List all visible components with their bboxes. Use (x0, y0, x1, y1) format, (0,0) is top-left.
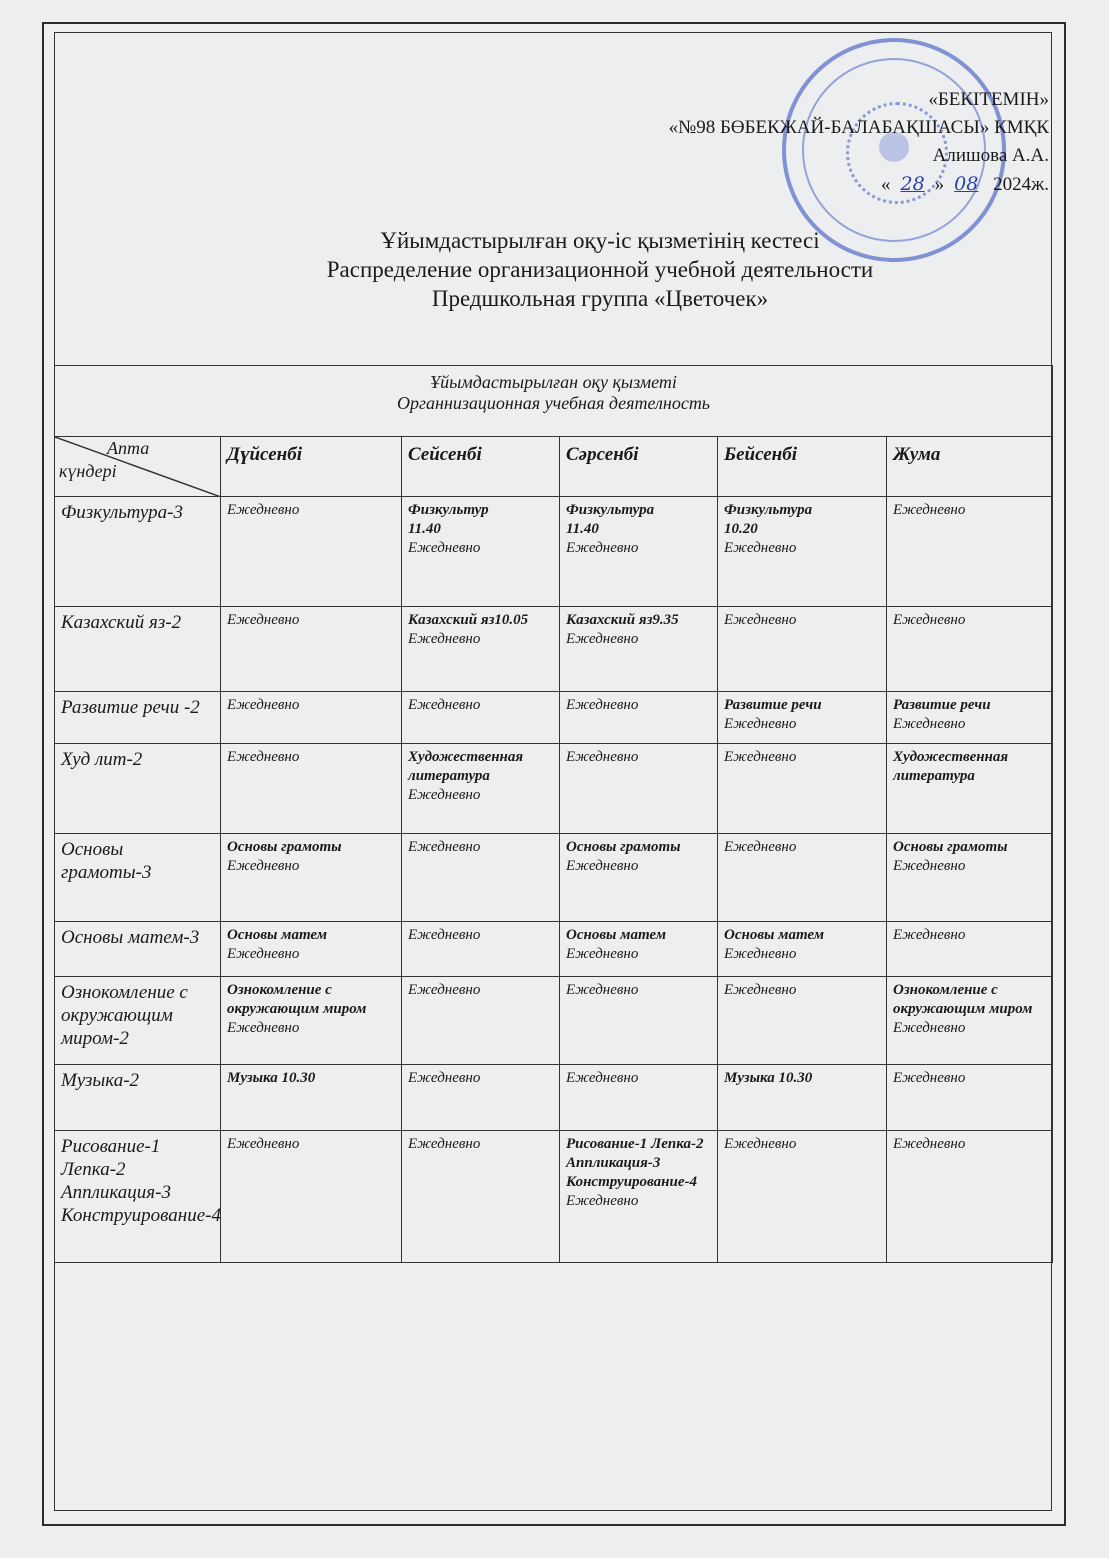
schedule-cell (887, 744, 1053, 834)
cell-activity: Ознокомление с окружающим миром (227, 982, 367, 1017)
cell-activity: Казахский яз10.05 (408, 612, 529, 628)
cell-frequency: Ежедневно (227, 749, 300, 765)
cell-time: 11.40 (408, 521, 441, 537)
cell-frequency: Ежедневно (227, 946, 300, 962)
schedule-table (54, 365, 1053, 1263)
cell-time: 11.40 (566, 521, 599, 537)
cell-frequency: Ежедневно (566, 946, 639, 962)
schedule-cell (560, 1065, 718, 1131)
cell-frequency: Ежедневно (724, 540, 797, 556)
cell-frequency: Ежедневно (408, 927, 481, 943)
schedule-cell (718, 922, 887, 977)
title-kz: Ұйымдастырылған оқу-іс қызметінің кестесі (380, 228, 820, 253)
schedule-cell (402, 607, 560, 692)
date-month: 08 (954, 173, 979, 195)
cell-frequency: Ежедневно (408, 787, 481, 803)
cell-frequency: Ежедневно (893, 1020, 966, 1036)
cell-frequency: Ежедневно (227, 612, 300, 628)
schedule-cell (402, 744, 560, 834)
cell-frequency: Ежедневно (227, 502, 300, 518)
schedule-cell (221, 1131, 402, 1263)
cell-activity: Основы матем (566, 927, 666, 943)
schedule-cell (718, 977, 887, 1065)
schedule-cell (560, 922, 718, 977)
caption-kz: Ұйымдастырылған оқу қызметі (430, 372, 677, 392)
subject-cell: Развитие речи -2 (55, 692, 221, 744)
schedule-cell (718, 834, 887, 922)
cell-frequency: Ежедневно (724, 946, 797, 962)
date-day: 28 (900, 173, 925, 195)
cell-frequency: Ежедневно (227, 1136, 300, 1152)
cell-frequency: Ежедневно (724, 839, 797, 855)
table-row (55, 607, 1053, 692)
schedule-cell (887, 1131, 1053, 1263)
cell-activity: Художественная литература (893, 749, 1009, 784)
cell-frequency: Ежедневно (566, 858, 639, 874)
cell-activity: Ознокомление с окружающим миром (893, 982, 1033, 1017)
cell-frequency: Ежедневно (566, 540, 639, 556)
schedule-cell (221, 922, 402, 977)
table-row (55, 692, 1053, 744)
cell-activity: Основы матем (227, 927, 327, 943)
day-header-thu: Бейсенбі (718, 437, 887, 497)
schedule-cell (221, 607, 402, 692)
cell-frequency: Ежедневно (227, 697, 300, 713)
subject-cell: Худ лит-2 (55, 744, 221, 834)
cell-activity: Музыка 10.30 (724, 1070, 813, 1086)
cell-activity: Развитие речи (893, 697, 991, 713)
schedule-cell (887, 1065, 1053, 1131)
cell-frequency: Ежедневно (566, 1070, 639, 1086)
cell-activity: Музыка 10.30 (227, 1070, 316, 1086)
schedule-cell (718, 1131, 887, 1263)
schedule-cell (221, 692, 402, 744)
cell-frequency: Ежедневно (724, 1136, 797, 1152)
cell-frequency: Ежедневно (408, 982, 481, 998)
schedule-cell (718, 607, 887, 692)
approval-block (529, 86, 1049, 199)
schedule-cell (221, 977, 402, 1065)
day-header-fri: Жума (887, 437, 1053, 497)
cell-activity: Рисование-1 Лепка-2 Аппликация-3 Конструирование-4 (566, 1136, 704, 1190)
subject-cell: Казахский яз-2 (55, 607, 221, 692)
cell-activity: Основы грамоты (227, 839, 342, 855)
schedule-cell (560, 744, 718, 834)
cell-activity: Основы грамоты (566, 839, 681, 855)
schedule-cell (887, 834, 1053, 922)
schedule-cell (887, 607, 1053, 692)
schedule-cell (560, 497, 718, 607)
title-group: Предшкольная группа «Цветочек» (431, 286, 769, 311)
title-ru: Распределение организационной учебной деятельности (326, 257, 874, 282)
cell-frequency: Ежедневно (566, 982, 639, 998)
cell-frequency: Ежедневно (227, 858, 300, 874)
date-open-quote: « (880, 174, 891, 195)
cell-frequency: Ежедневно (566, 697, 639, 713)
caption-ru: Органнизационная учебная деятелность (397, 393, 711, 413)
cell-activity: Основы грамоты (893, 839, 1008, 855)
date-close-quote: » (934, 174, 945, 195)
schedule-cell (887, 922, 1053, 977)
schedule-cell (221, 744, 402, 834)
table-row (55, 977, 1053, 1065)
cell-frequency: Ежедневно (893, 716, 966, 732)
cell-frequency: Ежедневно (893, 1136, 966, 1152)
approval-director: Алишова А.А. (932, 145, 1049, 166)
cell-frequency: Ежедневно (893, 502, 966, 518)
date-year: 2024ж. (993, 174, 1049, 195)
approval-title: «БЕКІТЕМІН» (928, 89, 1049, 110)
cell-frequency: Ежедневно (408, 631, 481, 647)
cell-activity: Физкультур (408, 502, 489, 518)
schedule-cell (887, 497, 1053, 607)
document-titles (160, 226, 1040, 313)
corner-bottom-label: күндері (59, 461, 117, 481)
cell-activity: Физкультура (566, 502, 655, 518)
day-header-wed: Сәрсенбі (560, 437, 718, 497)
cell-frequency: Ежедневно (893, 858, 966, 874)
schedule-cell (560, 692, 718, 744)
schedule-cell (887, 692, 1053, 744)
cell-frequency: Ежедневно (408, 1070, 481, 1086)
schedule-cell (402, 834, 560, 922)
approval-org: «№98 БӨБЕКЖАЙ-БАЛАБАҚШАСЫ» КМҚК (668, 117, 1049, 138)
cell-frequency: Ежедневно (408, 839, 481, 855)
cell-frequency: Ежедневно (724, 982, 797, 998)
schedule-cell (402, 922, 560, 977)
cell-frequency: Ежедневно (566, 631, 639, 647)
table-row (55, 922, 1053, 977)
cell-activity: Художественная литература (408, 749, 524, 784)
schedule-cell (221, 1065, 402, 1131)
corner-cell (55, 437, 221, 497)
schedule-cell (402, 1065, 560, 1131)
cell-frequency: Ежедневно (893, 927, 966, 943)
cell-frequency: Ежедневно (408, 697, 481, 713)
cell-frequency: Ежедневно (724, 716, 797, 732)
schedule-cell (560, 1131, 718, 1263)
cell-frequency: Ежедневно (566, 749, 639, 765)
schedule-cell (560, 977, 718, 1065)
cell-frequency: Ежедневно (893, 1070, 966, 1086)
schedule-cell (560, 834, 718, 922)
cell-time: 10.20 (724, 521, 758, 537)
schedule-cell (718, 497, 887, 607)
subject-cell: Основы грамоты-3 (55, 834, 221, 922)
schedule-cell (718, 744, 887, 834)
schedule-cell (402, 497, 560, 607)
cell-frequency: Ежедневно (566, 1193, 639, 1209)
table-row (55, 497, 1053, 607)
schedule-cell (402, 692, 560, 744)
schedule-cell (560, 607, 718, 692)
cell-frequency: Ежедневно (724, 749, 797, 765)
schedule-cell (221, 834, 402, 922)
table-row (55, 834, 1053, 922)
subject-cell: Физкультура-3 (55, 497, 221, 607)
schedule-cell (887, 977, 1053, 1065)
table-row (55, 744, 1053, 834)
cell-activity: Казахский яз9.35 (566, 612, 679, 628)
day-header-mon: Дүйсенбі (221, 437, 402, 497)
table-row (55, 1131, 1053, 1263)
approval-date (529, 170, 1049, 199)
subject-cell: Рисование-1 Лепка-2 Аппликация-3 Конструирование-4 (55, 1131, 221, 1263)
table-row (55, 1065, 1053, 1131)
cell-frequency: Ежедневно (408, 540, 481, 556)
subject-cell: Основы матем-3 (55, 922, 221, 977)
schedule-cell (221, 497, 402, 607)
cell-activity: Развитие речи (724, 697, 822, 713)
schedule-cell (718, 1065, 887, 1131)
schedule-cell (402, 977, 560, 1065)
schedule-cell (718, 692, 887, 744)
cell-frequency: Ежедневно (724, 612, 797, 628)
cell-frequency: Ежедневно (893, 612, 966, 628)
schedule-cell (402, 1131, 560, 1263)
corner-top-label: Апта (107, 438, 150, 458)
cell-frequency: Ежедневно (408, 1136, 481, 1152)
cell-frequency: Ежедневно (227, 1020, 300, 1036)
subject-cell: Музыка-2 (55, 1065, 221, 1131)
day-header-tue: Сейсенбі (402, 437, 560, 497)
cell-activity: Основы матем (724, 927, 824, 943)
cell-activity: Физкультура (724, 502, 813, 518)
table-caption (55, 366, 1053, 437)
subject-cell: Ознокомление с окружающим миром-2 (55, 977, 221, 1065)
